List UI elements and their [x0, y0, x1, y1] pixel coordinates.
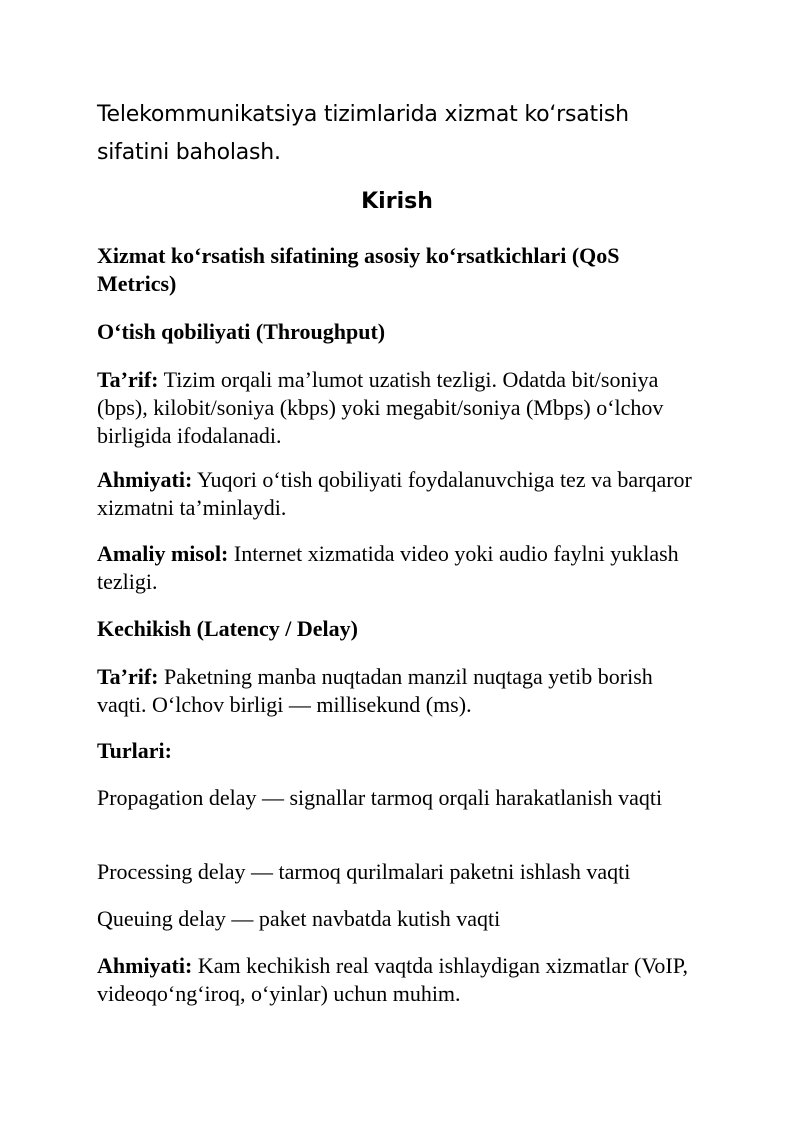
importance-text: Kam kechikish real vaqtda ishlaydigan xizmatlar (VoIP, videoqo‘ng‘iroq, o‘yinlar) uchun muhim. — [97, 953, 689, 1006]
importance-label: Ahmiyati: — [97, 953, 193, 978]
metrics-heading: Xizmat ko‘rsatish sifatining asosiy ko‘rsatkichlari (QoS Metrics) — [97, 243, 620, 296]
definition-label: Ta’rif: — [97, 367, 159, 392]
definition-text: Tizim orqali ma’lumot uzatish tezligi. Odatda bit/soniya (bps), kilobit/soniya (kbps) yoki megabit/soniya (Mbps) o‘lchov birligida ifodalanadi. — [97, 367, 664, 448]
definition-label: Ta’rif: — [97, 664, 159, 689]
throughput-heading: O‘tish qobiliyati (Throughput) — [97, 319, 386, 344]
example-label: Amaliy misol: — [97, 541, 229, 566]
definition-text: Paketning manba nuqtadan manzil nuqtaga yetib borish vaqti. O‘lchov birligi — millisekund (ms). — [97, 664, 653, 717]
importance-text: Yuqori o‘tish qobiliyati foydalanuvchiga tez va barqaror xizmatni ta’minlaydi. — [97, 467, 692, 520]
types-heading: Turlari: — [97, 738, 172, 763]
latency-definition — [97, 663, 697, 719]
example-text: Internet xizmatida video yoki audio faylni yuklash tezligi. — [97, 541, 679, 594]
type-item: Propagation delay — signallar tarmoq orqali harakatlanish vaqti — [97, 785, 663, 810]
throughput-importance — [97, 466, 697, 522]
document-title: Telekommunikatsiya tizimlarida xizmat ko‘rsatish sifatini baholash. — [97, 102, 629, 165]
latency-heading: Kechikish (Latency / Delay) — [97, 616, 358, 641]
document-page — [97, 96, 697, 1006]
throughput-example — [97, 540, 697, 596]
section-heading-kirish: Kirish — [361, 189, 433, 214]
latency-importance — [97, 952, 697, 1008]
type-item: Queuing delay — paket navbatda kutish vaqti — [97, 906, 501, 931]
importance-label: Ahmiyati: — [97, 467, 193, 492]
type-item: Processing delay — tarmoq qurilmalari paketni ishlash vaqti — [97, 859, 631, 884]
throughput-definition — [97, 366, 697, 450]
